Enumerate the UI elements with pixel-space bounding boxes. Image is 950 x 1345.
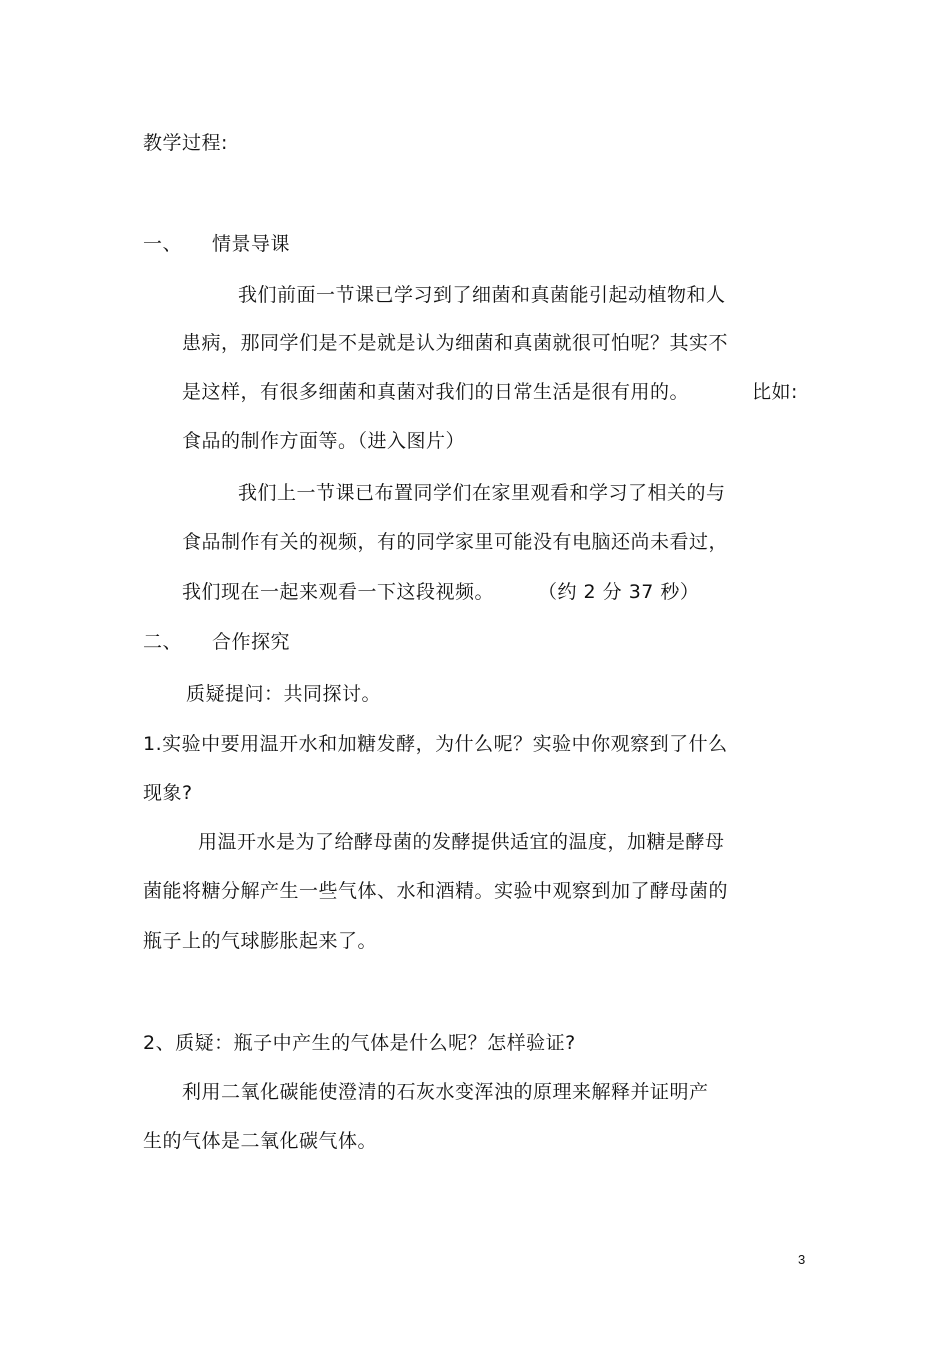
question-2: 2、质疑：瓶子中产生的气体是什么呢？怎样验证? bbox=[143, 1032, 576, 1054]
paragraph-line: 患病，那同学们是不是就是认为细菌和真菌就很可怕呢？其实不 bbox=[182, 332, 729, 354]
answer-2-line: 利用二氧化碳能使澄清的石灰水变浑浊的原理来解释并证明产 bbox=[182, 1081, 709, 1103]
process-heading: 教学过程: bbox=[143, 132, 228, 154]
answer-1-line: 瓶子上的气球膨胀起来了。 bbox=[143, 930, 378, 952]
paragraph-line: 我们现在一起来观看一下这段视频。 bbox=[182, 581, 495, 603]
answer-1-line: 用温开水是为了给酵母菌的发酵提供适宜的温度，加糖是酵母 bbox=[198, 831, 725, 853]
section-1-title: 情景导课 bbox=[212, 233, 291, 255]
paragraph-line: 食品的制作方面等。（进入图片） bbox=[182, 430, 466, 452]
paragraph-line: 食品制作有关的视频，有的同学家里可能没有电脑还尚未看过， bbox=[182, 531, 729, 553]
paragraph-line: 我们上一节课已布置同学们在家里观看和学习了相关的与 bbox=[238, 482, 726, 504]
section-1-number: 一、 bbox=[143, 233, 183, 255]
section-2-title: 合作探究 bbox=[212, 631, 291, 653]
question-1-line: 1.实验中要用温开水和加糖发酵，为什么呢？实验中你观察到了什么 bbox=[143, 733, 728, 755]
answer-1-line: 菌能将糖分解产生一些气体、水和酒精。实验中观察到加了酵母菌的 bbox=[143, 880, 729, 902]
paragraph-line: 我们前面一节课已学习到了细菌和真菌能引起动植物和人 bbox=[238, 284, 726, 306]
question-1-line: 现象? bbox=[143, 782, 193, 804]
section-2-number: 二、 bbox=[143, 631, 183, 653]
page-number: 3 bbox=[798, 1252, 806, 1267]
section-2-intro: 质疑提问：共同探讨。 bbox=[186, 683, 382, 705]
video-duration: （约 2 分 37 秒） bbox=[538, 581, 700, 603]
paragraph-line: 比如: bbox=[752, 381, 798, 403]
answer-2-line: 生的气体是二氧化碳气体。 bbox=[143, 1130, 378, 1152]
paragraph-line: 是这样，有很多细菌和真菌对我们的日常生活是很有用的。 bbox=[182, 381, 690, 403]
